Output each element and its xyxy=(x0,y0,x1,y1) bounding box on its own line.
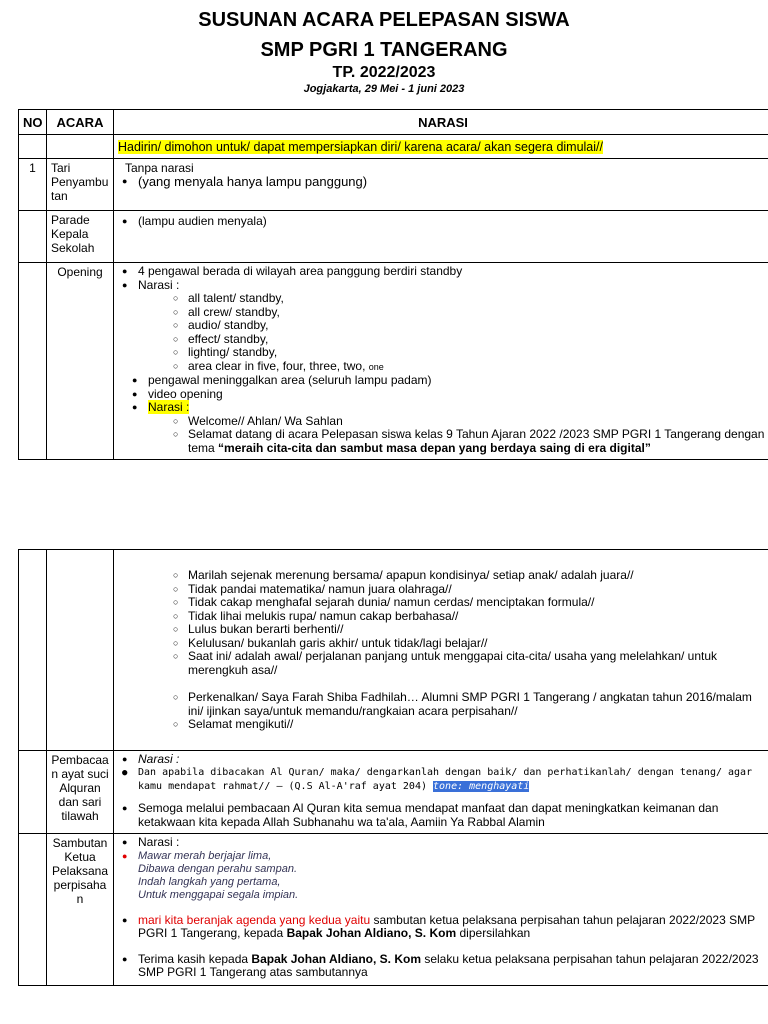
list-item: ● video opening xyxy=(148,388,768,402)
list-item: ● Narasi : xyxy=(138,753,768,767)
narasi-cell xyxy=(114,263,768,460)
schedule-table-2 xyxy=(18,549,768,986)
list-item: ○ Saat ini/ adalah awal/ perjalanan panjang untuk menggapai cita-cita/ usaha yang melelahkan/ untuk merengkuh asa// xyxy=(188,650,768,677)
speaker-name: Bapak Johan Aldiano, S. Kom xyxy=(286,926,457,940)
acara-tari: Tari Penyambu tan xyxy=(47,159,114,211)
list-item: ○ Tidak pandai matematika/ namun juara olahraga// xyxy=(188,583,768,597)
narasi-cell xyxy=(114,159,768,211)
table-header-row xyxy=(19,110,768,135)
cell-empty xyxy=(19,550,47,751)
list-item: ● Narasi : xyxy=(138,279,768,293)
list-item: ○ Tidak cakap menghafal sejarah dunia/ namun cerdas/ menciptakan formula// xyxy=(188,596,768,610)
list-item: ○ Kelulusan/ bukanlah garis akhir/ untuk tidak/lagi belajar// xyxy=(188,637,768,651)
list-item: ● (lampu audien menyala) xyxy=(138,215,768,229)
list-item: ○ Perkenalkan/ Saya Farah Shiba Fadhilah… Alumni SMP PGRI 1 Tangerang / angkatan tahun 2016/malam ini/ ijinkan saya/untuk memandu/rangkaian acara perpisahan// xyxy=(188,691,768,718)
list-item: ○ Selamat mengikuti// xyxy=(188,718,768,732)
list-item: ● (yang menyala hanya lampu panggung) xyxy=(138,175,768,189)
thanks-end: selaku ketua pelaksana perpisahan tahun pelajaran 2022/2023 SMP PGRI 1 Tangerang atas sambutannya xyxy=(138,951,759,979)
agenda-text: sambutan ketua pelaksana perpisahan tahun pelajaran 2022/2023 SMP PGRI 1 Tangerang, kepada xyxy=(138,912,755,940)
list-item: ○ Welcome// Ahlan/ Wa Sahlan xyxy=(188,415,768,429)
thanks-start: Terima kasih kepada xyxy=(138,951,249,966)
doc-subtitle: Jogjakarta, 29 Mei - 1 juni 2023 xyxy=(303,83,465,95)
narasi-cell xyxy=(114,834,768,986)
list-item: ○ effect/ standby, xyxy=(188,333,768,347)
list-item: ○ audio/ standby, xyxy=(188,319,768,333)
schedule-table-1 xyxy=(18,109,768,460)
list-item xyxy=(138,766,768,794)
narasi-cell xyxy=(114,211,768,263)
cell-empty xyxy=(47,550,114,751)
col-acara-header: ACARA xyxy=(47,110,114,135)
doc-title: SUSUNAN ACARA PELEPASAN SISWA xyxy=(198,9,570,31)
cell-empty xyxy=(19,263,47,460)
cell-empty xyxy=(19,135,47,159)
list-item: ● 4 pengawal berada di wilayah area panggung berdiri standby xyxy=(138,265,768,279)
welcome-text: Selamat datang di acara Pelepasan siswa kelas 9 Tahun Ajaran 2022 /2023 SMP PGRI 1 Tangerang dengan tema xyxy=(188,427,765,455)
list-item: ● Semoga melalui pembacaan Al Quran kita semua mendapat manfaat dan dapat meningkatkan keimanan dan ketakwaan kita kepada Allah Subhanahu wa ta'ala, Aamiin Ya Rabbal Alamin xyxy=(138,802,768,829)
narasi-highlight: Narasi : xyxy=(148,400,190,414)
list-item xyxy=(138,850,768,902)
table-row xyxy=(19,159,768,211)
cell-empty xyxy=(19,750,47,834)
list-item xyxy=(188,360,768,375)
table-row xyxy=(19,211,768,263)
list-item: ● pengawal meninggalkan area (seluruh lampu padam) xyxy=(148,374,768,388)
list-item: ○ all crew/ standby, xyxy=(188,306,768,320)
agenda-end: dipersilahkan xyxy=(459,926,531,940)
acara-quran: Pembacaa n ayat suci Alquran dan sari tilawah xyxy=(47,750,114,834)
list-item xyxy=(148,401,768,415)
table-row xyxy=(19,834,768,986)
col-narasi-header: NARASI xyxy=(114,110,768,135)
intro-narasi: Hadirin/ dimohon untuk/ dapat mempersiapkan diri/ karena acara/ akan segera dimulai// xyxy=(118,139,603,154)
speaker-name: Bapak Johan Aldiano, S. Kom xyxy=(251,951,421,966)
agenda-red: mari kita beranjak agenda yang kedua yaitu xyxy=(138,912,371,927)
poem-line: Dibawa dengan perahu sampan. xyxy=(138,862,298,875)
table-row xyxy=(19,750,768,834)
list-item xyxy=(188,428,768,455)
list-item: ○ lighting/ standby, xyxy=(188,346,768,360)
cell-empty xyxy=(47,135,114,159)
table-row xyxy=(19,263,768,460)
cell-empty xyxy=(19,834,47,986)
col-no-header: NO xyxy=(19,110,47,135)
quran-verse: Dan apabila dibacakan Al Quran/ maka/ dengarkanlah dengan baik/ dan perhatikanlah/ dengan tenang/ agar kamu mendapat rahmat// – (Q.S Al-A'raf ayat 204) xyxy=(138,767,753,792)
cell-empty xyxy=(19,211,47,263)
poem-line: Indah langkah yang pertama, xyxy=(138,875,281,888)
narasi-line: Tanpa narasi xyxy=(125,161,194,175)
row-number: 1 xyxy=(19,159,47,211)
tone-tag: tone: menghayati xyxy=(433,781,530,792)
list-item: ○ all talent/ standby, xyxy=(188,292,768,306)
narasi-cell xyxy=(114,550,768,751)
table-row xyxy=(19,550,768,751)
list-item: ● Narasi : xyxy=(138,836,768,850)
poem-line: ● Mawar merah berjajar lima, xyxy=(138,849,272,862)
table-row xyxy=(19,135,768,159)
list-item: ○ Tidak lihai melukis rupa/ namun cakap berbahasa// xyxy=(188,610,768,624)
countdown-one: one xyxy=(368,361,384,372)
list-item xyxy=(138,914,768,941)
narasi-cell xyxy=(114,750,768,834)
list-item: ○ Lulus bukan berarti berhenti// xyxy=(188,623,768,637)
poem-line: Untuk menggapai segala impian. xyxy=(138,888,299,901)
school-title: SMP PGRI 1 TANGERANG xyxy=(260,39,508,61)
year-title: TP. 2022/2023 xyxy=(332,64,436,81)
list-item xyxy=(138,953,768,980)
acara-sambutan: Sambutan Ketua Pelaksana perpisaha n xyxy=(47,834,114,986)
acara-opening: Opening xyxy=(47,263,114,460)
countdown-text: area clear in five, four, three, two, xyxy=(188,358,366,373)
list-item: ○ Marilah sejenak merenung bersama/ apapun kondisinya/ setiap anak/ adalah juara// xyxy=(188,569,768,583)
intro-narasi-cell xyxy=(114,135,768,159)
acara-parade: Parade Kepala Sekolah xyxy=(47,211,114,263)
theme-text: “meraih cita-cita dan sambut masa depan yang berdaya saing di era digital” xyxy=(218,440,651,455)
